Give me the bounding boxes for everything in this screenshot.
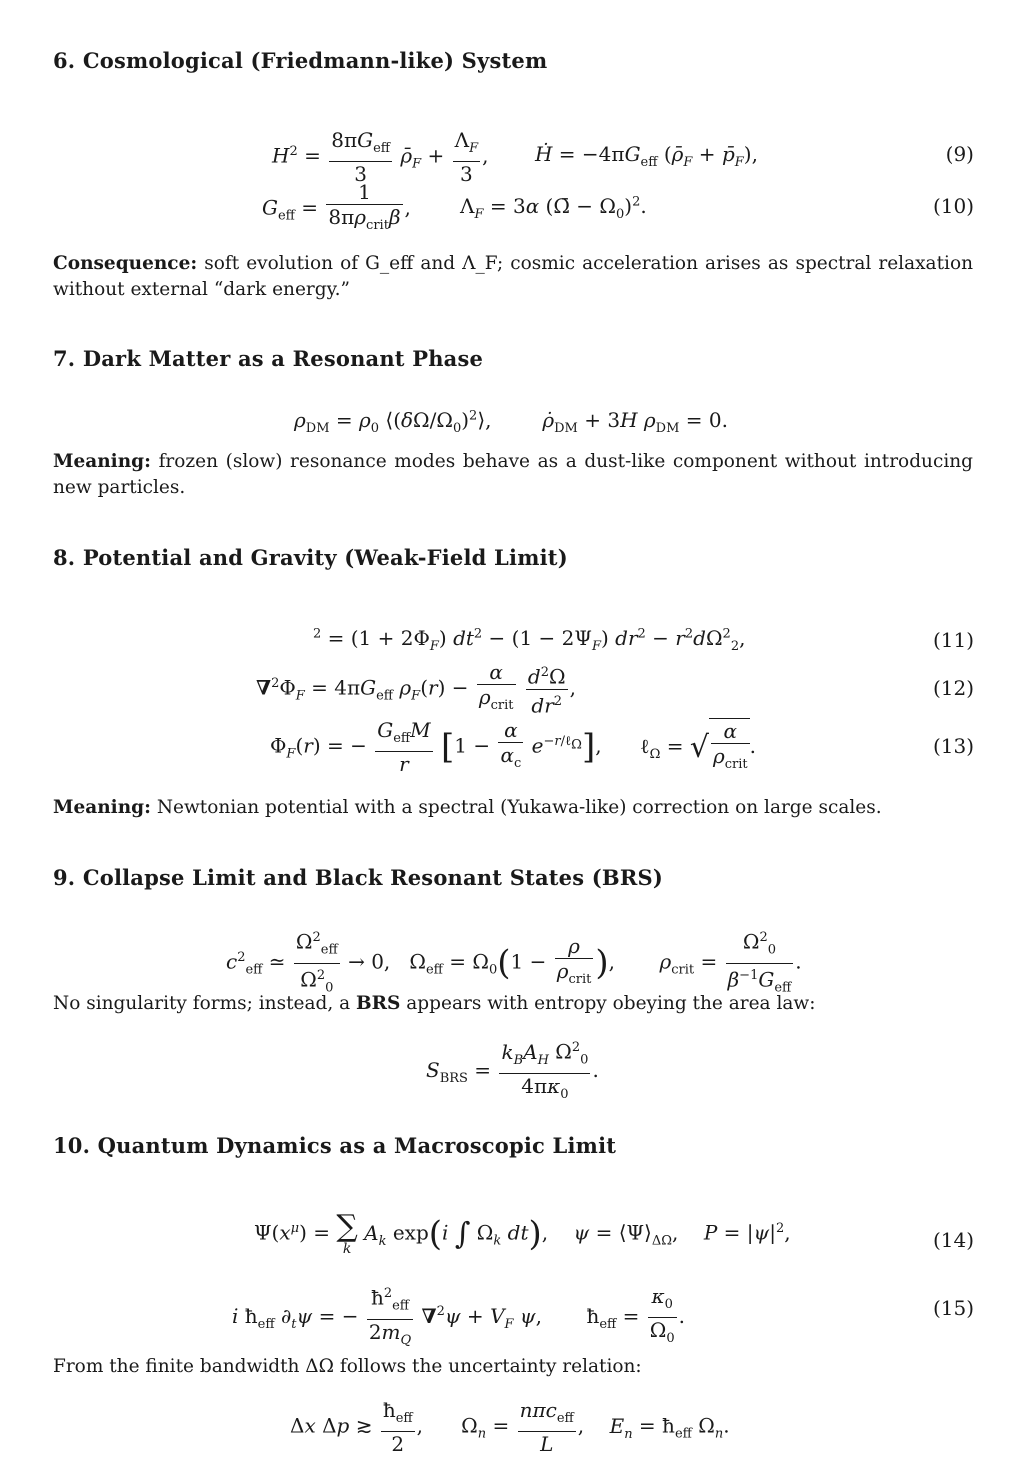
- meaning-text: frozen (slow) resonance modes behave as a dust-like component without introducing new particles.: [53, 451, 973, 498]
- eq13-number: (13): [932, 734, 974, 758]
- consequence-label: Consequence:: [53, 253, 198, 274]
- section-6-heading: 6. Cosmological (Friedmann-like) System: [53, 48, 548, 73]
- dark-matter-meaning: [53, 449, 973, 501]
- section-10-heading: 10. Quantum Dynamics as a Macroscopic Limit: [53, 1133, 617, 1158]
- eq14-number: (14): [932, 1228, 974, 1252]
- eq11-math: $^2 = (1 + 2\Phi_F)$ $dt^2 - (1 - 2\Psi_F) dr^2 - r^2d\Omega^2_2$,: [313, 626, 746, 654]
- equation-9: [0, 128, 1024, 184]
- section-9-heading: 9. Collapse Limit and Black Resonant States (BRS): [53, 865, 664, 890]
- equation-entropy: [0, 1036, 1024, 1102]
- brs-bold: BRS: [356, 993, 401, 1014]
- entropy-math: $S_{BRS}$ = $k_BA_H$ $\Omega^2_0$ $4\pi\kappa_0$ .: [426, 1036, 599, 1107]
- eq12-math: $\nabla^2\Phi_F = 4\pi G_{eff}$ $\rho_F(r)$ − α $\rho_{crit}$ $\frac{d^2\Omega}{dr^2}$ ,: [256, 660, 576, 718]
- equation-12: [0, 660, 1024, 716]
- equation-14: [0, 1209, 1024, 1280]
- section-8-heading: 8. Potential and Gravity (Weak-Field Limit): [53, 545, 568, 570]
- eq9-left-math: $H^2$ = $8\pi G_{eff}$ 3 $\rhō_F$ + $\frac{\Lambda_F}{3}$ ,: [272, 128, 489, 186]
- equation-dark-matter: [0, 408, 1024, 442]
- eq12-number: (12): [932, 676, 974, 700]
- meaning-label: Meaning:: [53, 797, 151, 818]
- potential-meaning: [53, 795, 973, 821]
- section-7-heading: 7. Dark Matter as a Resonant Phase: [53, 346, 484, 371]
- eq15-number: (15): [932, 1296, 974, 1320]
- eq13-right-math: ℓ$_\Omega$ = √ α $\rho_{crit}$ .: [640, 718, 756, 777]
- eq13-left-math: $\Phi_F(r)$ = − $G_{eff}M$ r [1 − $\frac{\alpha}{\alpha_c}$ $e^{-r/\ell_\Omega}$],: [270, 718, 602, 776]
- collapse-math: $c^2_{eff}$ ≃ $\Omega^2_{eff}$ $\Omega^2_0$ → 0, $\Omega_{eff} = \Omega_0(1$ − ρ $\rho_{crit}$ ), $\rho_{crit}$ = $\Omega^2_0$ $\beta^{-1}G_{eff}$ .: [226, 926, 802, 1000]
- eq15-math: i $ħ_{eff}$ $\partial_t\psi$ = − $ħ^2_{eff}$ $2m_Q$ $\nabla^2\psi + V_F$ ψ, $ħ_{eff}$ = $\frac{\kappa_0}{\Omega_0}$ .: [232, 1283, 685, 1348]
- consequence-text: soft evolution of G_eff and Λ_F; cosmic acceleration arises as spectral relaxation without external “dark energy.”: [53, 253, 973, 300]
- dark-matter-math: $\rho_{DM} = \rho_0$ $⟨(\delta\Omega/\Omega_0)^2⟩$, $\rhȯ_{DM} + 3H$ $\rho_{DM} = 0$.: [294, 408, 728, 436]
- eq10-number: (10): [932, 194, 974, 218]
- equation-collapse: [0, 926, 1024, 996]
- meaning-label: Meaning:: [53, 451, 151, 472]
- eq10-left-math: $G_{eff}$ = 1 $8\pi\rho_{crit}\beta$ ,: [262, 180, 411, 233]
- uncertainty-paragraph: From the finite bandwidth ΔΩ follows the uncertainty relation:: [53, 1356, 642, 1377]
- eq9-number: (9): [945, 142, 974, 166]
- eq10-right-math: $\Lambda_F = 3\alpha$ (Ω̄ − $\Omega_0)^2$.: [460, 194, 647, 222]
- eq9-right-math: Ḣ = $-4\pi G_{eff}$ ($\rhō_F$ + $p̄_F$),: [535, 142, 758, 170]
- eq11-number: (11): [932, 628, 974, 652]
- consequence-paragraph: [53, 251, 973, 303]
- brs-paragraph: No singularity forms; instead, a BRS appears with entropy obeying the area law:: [53, 993, 816, 1014]
- equation-uncertainty: [0, 1398, 1024, 1458]
- equation-11: [0, 626, 1024, 658]
- equation-10: [0, 180, 1024, 236]
- eq14-math: $\Psi(x^\mu)$ = ∑ k $A_k$ exp(i ∫ $\Omega_k$ dt), $\psi = ⟨\Psi⟩_{\Delta\Omega}$, $P = |\psi|^2$,: [254, 1209, 791, 1257]
- meaning-text: Newtonian potential with a spectral (Yukawa-like) correction on large scales.: [156, 797, 882, 818]
- equation-15: [0, 1282, 1024, 1348]
- equation-13: [0, 718, 1024, 776]
- uncertainty-math: Δx Δp ≳ $ħ_{eff}$ 2 , $\Omega_n$ = nπc$_{eff}$ L , $E_n$ = $ħ_{eff}$ $\Omega_n$.: [290, 1398, 730, 1456]
